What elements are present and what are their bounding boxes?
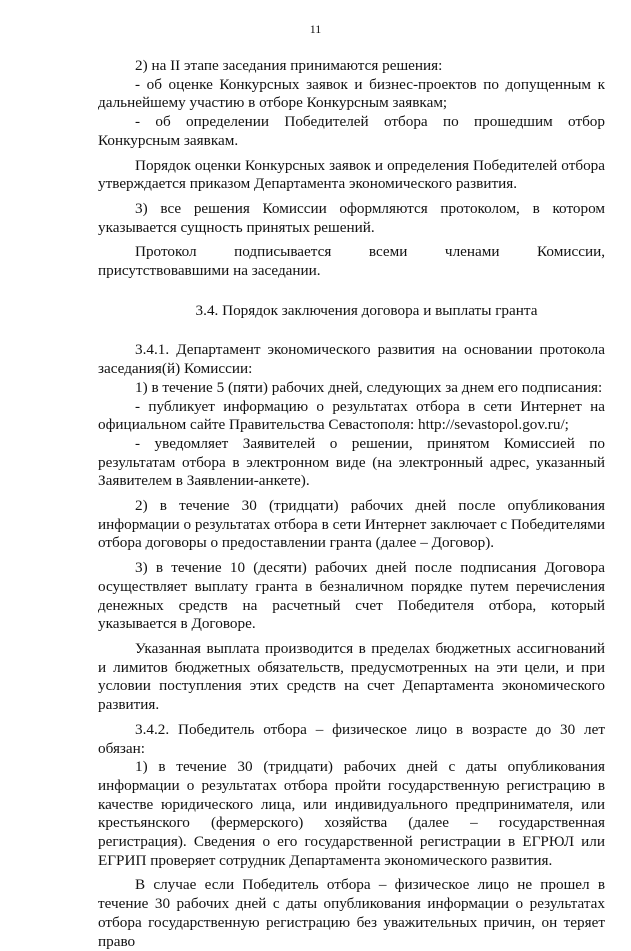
paragraph: Протокол подписывается всеми членами Комиссии, присутствовавшими на заседании. xyxy=(98,243,605,280)
page-number: 11 xyxy=(309,22,322,36)
paragraph: - публикует информацию о результатах отбора в сети Интернет на официальном сайте Правительства Севастополя: http://sevastopol.gov.ru/; xyxy=(98,397,605,434)
paragraph: 3.4.1. Департамент экономического развития на основании протокола заседания(й) Комиссии: xyxy=(98,341,605,378)
paragraph: 3) все решения Комиссии оформляются протоколом, в котором указывается сущность принятых решений. xyxy=(98,199,605,236)
document-body xyxy=(98,57,605,951)
paragraph: - уведомляет Заявителей о решении, принятом Комиссией по результатам отбора в электронном виде (на электронный адрес, указанный Заявителем в Заявлении-анкете). xyxy=(98,434,605,490)
paragraph: В случае если Победитель отбора – физическое лицо не прошел в течение 30 рабочих дней с даты опубликования информации о результатах отбора государственную регистрацию без уважительных причин, он теряет право xyxy=(98,876,605,950)
paragraph: Порядок оценки Конкурсных заявок и определения Победителей отбора утверждается приказом Департамента экономического развития. xyxy=(98,156,605,193)
paragraph: 1) в течение 5 (пяти) рабочих дней, следующих за днем его подписания: xyxy=(135,378,603,396)
paragraph: Указанная выплата производится в пределах бюджетных ассигнований и лимитов бюджетных обязательств, предусмотренных на эти цели, и при условии поступления этих средств на счет Департамента экономического развития. xyxy=(98,639,605,714)
paragraph: 3) в течение 10 (десяти) рабочих дней после подписания Договора осуществляет выплату гранта в безналичном порядке путем перечисления денежных средств на расчетный счет Победителя отбора, который указывается в Договоре. xyxy=(98,559,605,633)
paragraph: 1) в течение 30 (тридцати) рабочих дней с даты опубликования информации о результатах отбора пройти государственную регистрацию в качестве юридического лица, или индивидуального предпринимателя, или крестьянского (фермерского) хозяйства (далее – государственная регистрация). Сведения о его государственной регистрации в ЕГРЮЛ или ЕГРИП проверяет сотрудник Департамента экономического развития. xyxy=(98,758,605,869)
paragraph: - об оценке Конкурсных заявок и бизнес-проектов по допущенным к дальнейшему участию в отборе Конкурсным заявкам; xyxy=(98,75,605,112)
paragraph: 2) на II этапе заседания принимаются решения: xyxy=(135,57,443,74)
paragraph: - об определении Победителей отбора по прошедшим отбор Конкурсным заявкам. xyxy=(98,113,605,149)
paragraph: 2) в течение 30 (тридцати) рабочих дней после опубликования информации о результатах отбора в сети Интернет заключает с Победителями отбора договоры о предоставлении гранта (далее – Договор). xyxy=(98,497,605,552)
section-heading: 3.4. Порядок заключения договора и выплаты гранта xyxy=(195,301,538,319)
paragraph: 3.4.2. Победитель отбора – физическое лицо в возрасте до 30 лет обязан: xyxy=(98,720,605,757)
